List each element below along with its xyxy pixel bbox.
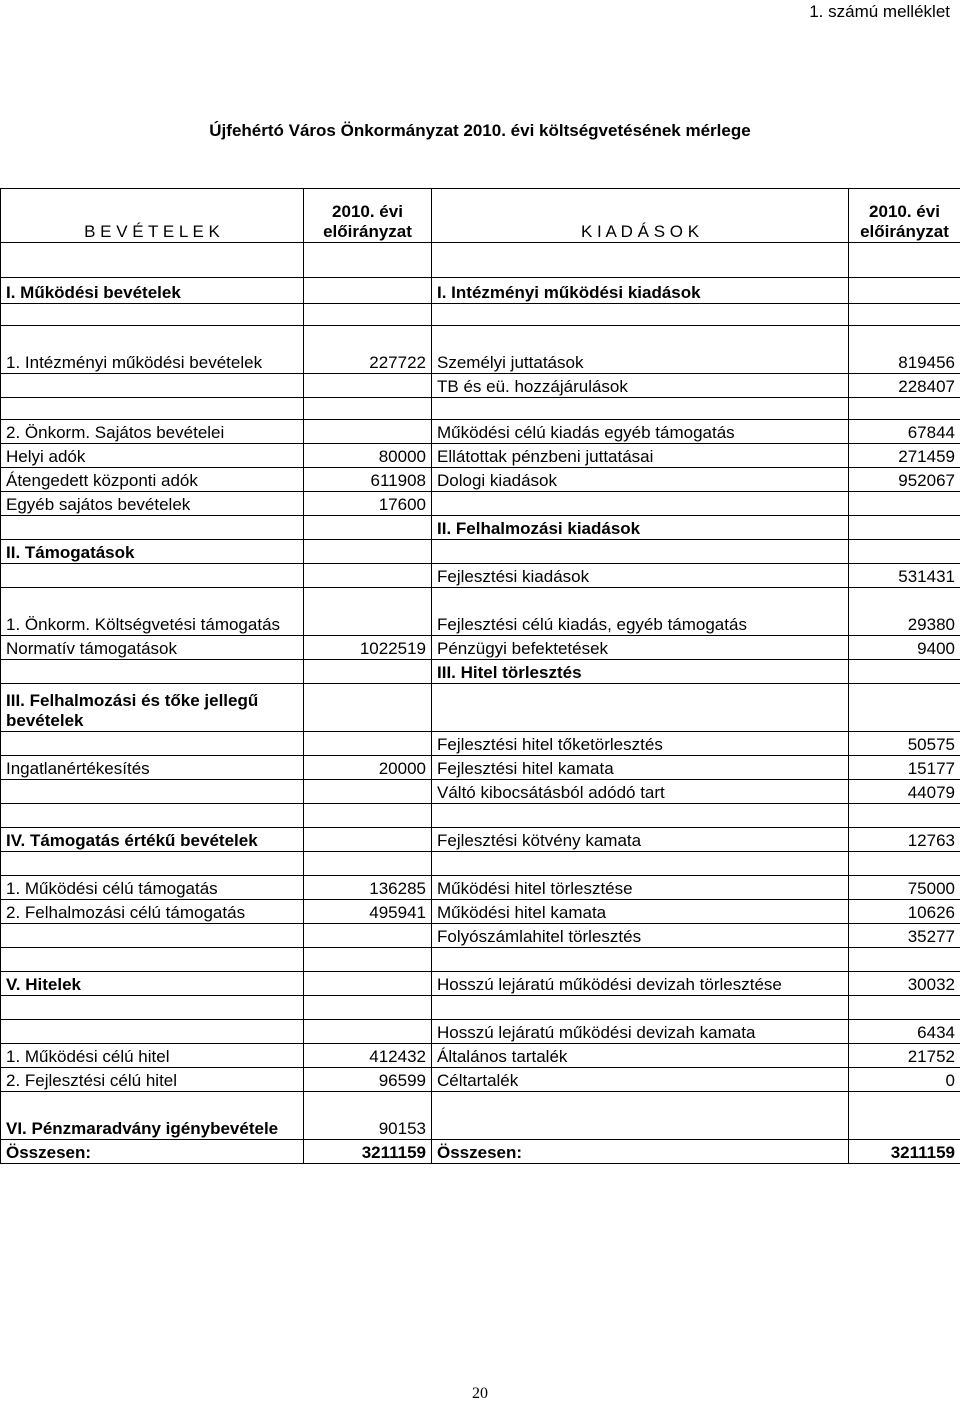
expenditure-amount-header: 2010. évi előirányzat: [849, 189, 960, 243]
table-row: [1, 756, 960, 780]
table-row: [1, 243, 960, 278]
table-row: [1, 326, 960, 374]
expenditure-amount: 12763: [849, 828, 960, 852]
expenditure-amount: 29380: [849, 588, 960, 636]
expenditure-amount: 531431: [849, 564, 960, 588]
revenue-label: Ingatlanértékesítés: [1, 756, 304, 780]
table-row: [1, 972, 960, 996]
expenditure-label: Céltartalék: [432, 1068, 849, 1092]
revenue-label: IV. Támogatás értékű bevételek: [1, 828, 304, 852]
expenditure-label: [432, 852, 849, 876]
expenditure-amount: [849, 492, 960, 516]
expenditure-amount: 15177: [849, 756, 960, 780]
annex-label: 1. számú melléklet: [809, 2, 950, 22]
revenue-amount: [304, 948, 432, 972]
revenue-label: [1, 516, 304, 540]
revenue-amount: [304, 516, 432, 540]
revenue-label: Helyi adók: [1, 444, 304, 468]
revenue-label: [1, 374, 304, 398]
expenditure-amount: 30032: [849, 972, 960, 996]
page-number: 20: [0, 1385, 960, 1403]
expenditure-amount: 9400: [849, 636, 960, 660]
table-row: [1, 444, 960, 468]
revenue-amount: 611908: [304, 468, 432, 492]
table-row: [1, 900, 960, 924]
revenue-label: [1, 804, 304, 828]
table-row: [1, 540, 960, 564]
table-row: [1, 804, 960, 828]
expenditure-amount: [849, 243, 960, 278]
revenue-label: 2. Önkorm. Sajátos bevételei: [1, 420, 304, 444]
table-row: [1, 1140, 960, 1164]
expenditure-label: Dologi kiadások: [432, 468, 849, 492]
expenditure-label: Általános tartalék: [432, 1044, 849, 1068]
expenditure-label: Váltó kibocsátásból adódó tart: [432, 780, 849, 804]
expenditure-amount: 6434: [849, 1020, 960, 1044]
expenditure-amount: 271459: [849, 444, 960, 468]
table-row: [1, 1068, 960, 1092]
revenue-label: 2. Felhalmozási célú támogatás: [1, 900, 304, 924]
expenditure-amount: [849, 948, 960, 972]
expenditure-amount: 952067: [849, 468, 960, 492]
table-row: [1, 732, 960, 756]
revenue-label: [1, 924, 304, 948]
revenue-amount-header: 2010. évi előirányzat: [304, 189, 432, 243]
revenue-label: III. Felhalmozási és tőke jellegű bevételek: [1, 684, 304, 732]
revenue-amount: [304, 684, 432, 732]
expenditure-label: [432, 684, 849, 732]
revenue-label: Egyéb sajátos bevételek: [1, 492, 304, 516]
table-row: [1, 780, 960, 804]
table-row: [1, 1020, 960, 1044]
table-row: [1, 420, 960, 444]
table-row: [1, 278, 960, 304]
expenditure-amount: 0: [849, 1068, 960, 1092]
table-row: [1, 684, 960, 732]
expenditure-amount: 44079: [849, 780, 960, 804]
expenditure-label: Pénzügyi befektetések: [432, 636, 849, 660]
revenue-label: I. Működési bevételek: [1, 278, 304, 304]
expenditure-amount: [849, 304, 960, 326]
revenue-label: Átengedett központi adók: [1, 468, 304, 492]
expenditure-amount: 75000: [849, 876, 960, 900]
expenditure-label: Fejlesztési kiadások: [432, 564, 849, 588]
table-row: [1, 948, 960, 972]
revenue-amount: [304, 1020, 432, 1044]
expenditure-label: [432, 996, 849, 1020]
revenue-label: V. Hitelek: [1, 972, 304, 996]
expenditure-amount: 10626: [849, 900, 960, 924]
expenditure-label: [432, 540, 849, 564]
revenue-amount: [304, 924, 432, 948]
revenue-label: [1, 996, 304, 1020]
expenditure-label: [432, 804, 849, 828]
revenue-amount: [304, 420, 432, 444]
expenditure-label: Hosszú lejáratú működési devizah törlesztése: [432, 972, 849, 996]
revenue-amount: [304, 852, 432, 876]
revenue-amount: 495941: [304, 900, 432, 924]
expenditure-label: Fejlesztési hitel tőketörlesztés: [432, 732, 849, 756]
revenue-amount: [304, 398, 432, 420]
revenue-label: 1. Intézményi működési bevételek: [1, 326, 304, 374]
revenue-amount: 20000: [304, 756, 432, 780]
expenditure-label: TB és eü. hozzájárulások: [432, 374, 849, 398]
expenditure-label: Folyószámlahitel törlesztés: [432, 924, 849, 948]
revenue-amount: [304, 588, 432, 636]
expenditure-amount: [849, 516, 960, 540]
revenue-label: [1, 1020, 304, 1044]
header-row: [1, 189, 960, 243]
expenditure-label: [432, 492, 849, 516]
table-row: [1, 374, 960, 398]
table-row: [1, 636, 960, 660]
table-row: [1, 468, 960, 492]
revenue-label: [1, 732, 304, 756]
table-row: [1, 996, 960, 1020]
expenditure-amount: 50575: [849, 732, 960, 756]
table-row: [1, 398, 960, 420]
table-row: [1, 564, 960, 588]
revenue-amount: 96599: [304, 1068, 432, 1092]
revenue-label: [1, 243, 304, 278]
revenue-amount: 412432: [304, 1044, 432, 1068]
revenue-label: 1. Működési célú hitel: [1, 1044, 304, 1068]
budget-table: [0, 188, 960, 1164]
revenue-amount: [304, 732, 432, 756]
expenditure-amount: [849, 804, 960, 828]
table-row: [1, 876, 960, 900]
table-row: [1, 924, 960, 948]
revenue-amount: [304, 804, 432, 828]
revenue-amount: [304, 374, 432, 398]
revenue-amount: 136285: [304, 876, 432, 900]
expenditure-label: II. Felhalmozási kiadások: [432, 516, 849, 540]
revenue-label: VI. Pénzmaradvány igénybevétele: [1, 1092, 304, 1140]
expenditure-amount: [849, 660, 960, 684]
expenditure-amount: 67844: [849, 420, 960, 444]
document-title: Újfehértó Város Önkormányzat 2010. évi költségvetésének mérlege: [0, 121, 960, 141]
revenue-amount: [304, 540, 432, 564]
revenue-label: Normatív támogatások: [1, 636, 304, 660]
revenue-amount: 227722: [304, 326, 432, 374]
revenue-label: [1, 948, 304, 972]
table-row: [1, 660, 960, 684]
expenditure-amount: [849, 278, 960, 304]
expenditure-label: Hosszú lejáratú működési devizah kamata: [432, 1020, 849, 1044]
expenditure-amount: [849, 540, 960, 564]
expenditure-label: Fejlesztési hitel kamata: [432, 756, 849, 780]
revenue-label: 1. Önkorm. Költségvetési támogatás: [1, 588, 304, 636]
table-row: [1, 1044, 960, 1068]
revenue-amount: 3211159: [304, 1140, 432, 1164]
table-row: [1, 304, 960, 326]
expenditure-label: [432, 304, 849, 326]
revenue-label: [1, 660, 304, 684]
expenditure-label: Fejlesztési célú kiadás, egyéb támogatás: [432, 588, 849, 636]
table-row: [1, 492, 960, 516]
revenue-amount: [304, 304, 432, 326]
expenditure-amount: 35277: [849, 924, 960, 948]
revenue-amount: [304, 996, 432, 1020]
revenue-amount: [304, 278, 432, 304]
expenditure-label: Összesen:: [432, 1140, 849, 1164]
revenue-label: 2. Fejlesztési célú hitel: [1, 1068, 304, 1092]
table-row: [1, 1092, 960, 1140]
revenue-amount: [304, 780, 432, 804]
expenditure-label: Ellátottak pénzbeni juttatásai: [432, 444, 849, 468]
table-row: [1, 828, 960, 852]
expenditure-label: Működési hitel kamata: [432, 900, 849, 924]
expenditure-amount: [849, 1092, 960, 1140]
table-row: [1, 852, 960, 876]
revenue-amount: 90153: [304, 1092, 432, 1140]
revenue-label: [1, 398, 304, 420]
expenditure-label: Fejlesztési kötvény kamata: [432, 828, 849, 852]
revenue-label: [1, 852, 304, 876]
expenditure-amount: 21752: [849, 1044, 960, 1068]
revenue-amount: [304, 660, 432, 684]
revenue-amount: [304, 972, 432, 996]
revenue-header: B E V É T E L E K: [1, 189, 304, 243]
revenue-amount: 80000: [304, 444, 432, 468]
expenditure-amount: [849, 852, 960, 876]
revenue-label: [1, 564, 304, 588]
revenue-label: [1, 304, 304, 326]
table-row: [1, 516, 960, 540]
expenditure-label: Működési célú kiadás egyéb támogatás: [432, 420, 849, 444]
expenditure-amount: [849, 996, 960, 1020]
expenditure-label: Személyi juttatások: [432, 326, 849, 374]
expenditure-amount: [849, 684, 960, 732]
expenditure-label: Működési hitel törlesztése: [432, 876, 849, 900]
expenditure-amount: [849, 398, 960, 420]
revenue-label: [1, 780, 304, 804]
expenditure-label: [432, 243, 849, 278]
expenditure-header: K I A D Á S O K: [432, 189, 849, 243]
expenditure-amount: 3211159: [849, 1140, 960, 1164]
revenue-amount: 17600: [304, 492, 432, 516]
expenditure-label: I. Intézményi működési kiadások: [432, 278, 849, 304]
table-row: [1, 588, 960, 636]
revenue-label: Összesen:: [1, 1140, 304, 1164]
revenue-label: II. Támogatások: [1, 540, 304, 564]
expenditure-label: [432, 398, 849, 420]
revenue-amount: [304, 564, 432, 588]
revenue-amount: [304, 243, 432, 278]
revenue-amount: [304, 828, 432, 852]
expenditure-amount: 819456: [849, 326, 960, 374]
expenditure-label: III. Hitel törlesztés: [432, 660, 849, 684]
expenditure-amount: 228407: [849, 374, 960, 398]
expenditure-label: [432, 948, 849, 972]
expenditure-label: [432, 1092, 849, 1140]
revenue-label: 1. Működési célú támogatás: [1, 876, 304, 900]
revenue-amount: 1022519: [304, 636, 432, 660]
